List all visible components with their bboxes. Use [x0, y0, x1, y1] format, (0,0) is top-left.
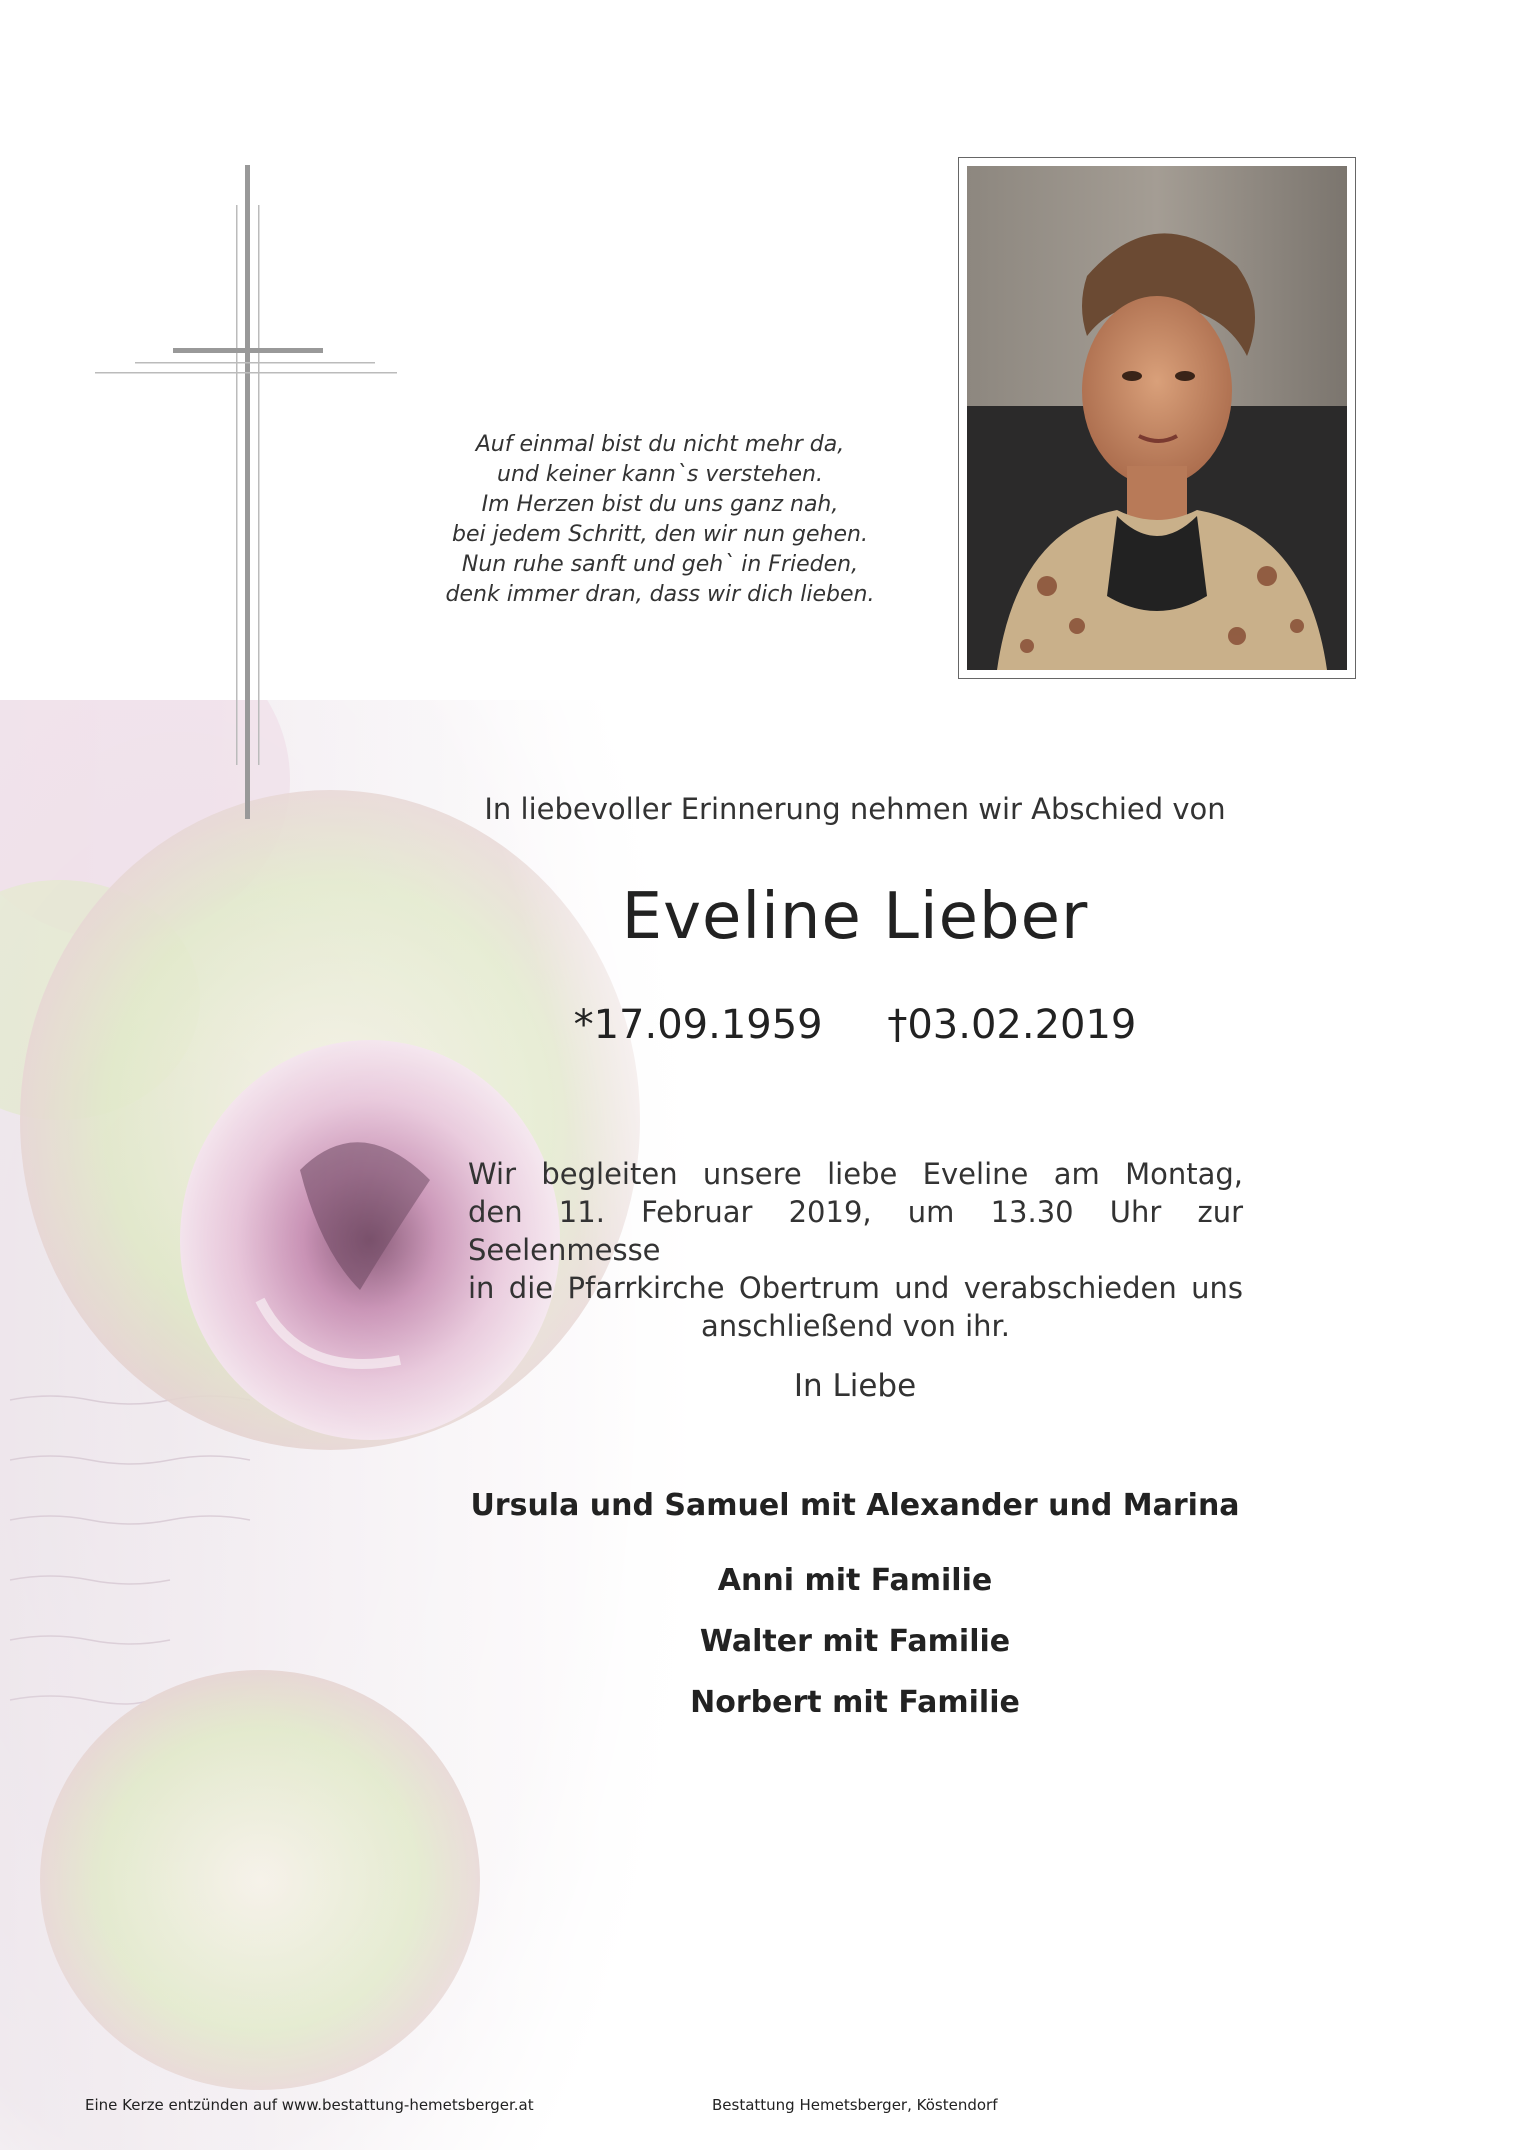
- mourner-entry: Anni mit Familie: [717, 1563, 993, 1598]
- service-line: anschließend von ihr.: [700, 1309, 1011, 1343]
- poem-line: Nun ruhe sanft und geh` in Frieden,: [461, 552, 859, 577]
- service-line: in die Pfarrkirche Obertrum und verabschieden uns: [468, 1271, 1243, 1305]
- closing-text: In Liebe: [793, 1368, 917, 1404]
- death-date: †03.02.2019: [887, 1002, 1137, 1048]
- poem-line: denk immer dran, dass wir dich lieben.: [445, 582, 875, 607]
- poem-line: und keiner kann`s verstehen.: [497, 462, 823, 487]
- deceased-name: Eveline Lieber: [621, 880, 1089, 954]
- footer-candle-link-text: Eine Kerze entzünden auf www.bestattung-hemetsberger.at: [85, 2096, 534, 2114]
- poem-line: bei jedem Schritt, den wir nun gehen.: [452, 522, 868, 547]
- life-dates: [430, 1002, 1280, 1048]
- mourner-entry: Norbert mit Familie: [690, 1685, 1020, 1720]
- portrait-photo: [967, 166, 1347, 670]
- mourner-entry: Walter mit Familie: [699, 1624, 1011, 1659]
- cross-icon: [95, 165, 405, 825]
- footer-funeral-home: Bestattung Hemetsberger, Köstendorf: [712, 2096, 998, 2114]
- service-announcement: [468, 1155, 1243, 1345]
- service-line: den 11. Februar 2019, um 13.30 Uhr zur Seelenmesse: [468, 1195, 1243, 1267]
- memorial-poem: [400, 430, 920, 610]
- service-line: Wir begleiten unsere liebe Eveline am Montag,: [468, 1157, 1243, 1191]
- mourner-entry: Ursula und Samuel mit Alexander und Marina: [470, 1488, 1240, 1523]
- poem-line: Auf einmal bist du nicht mehr da,: [475, 432, 845, 457]
- intro-text: In liebevoller Erinnerung nehmen wir Abschied von: [484, 792, 1226, 826]
- poem-line: Im Herzen bist du uns ganz nah,: [481, 492, 839, 517]
- portrait-frame: [958, 157, 1356, 679]
- birth-date: *17.09.1959: [573, 1002, 823, 1048]
